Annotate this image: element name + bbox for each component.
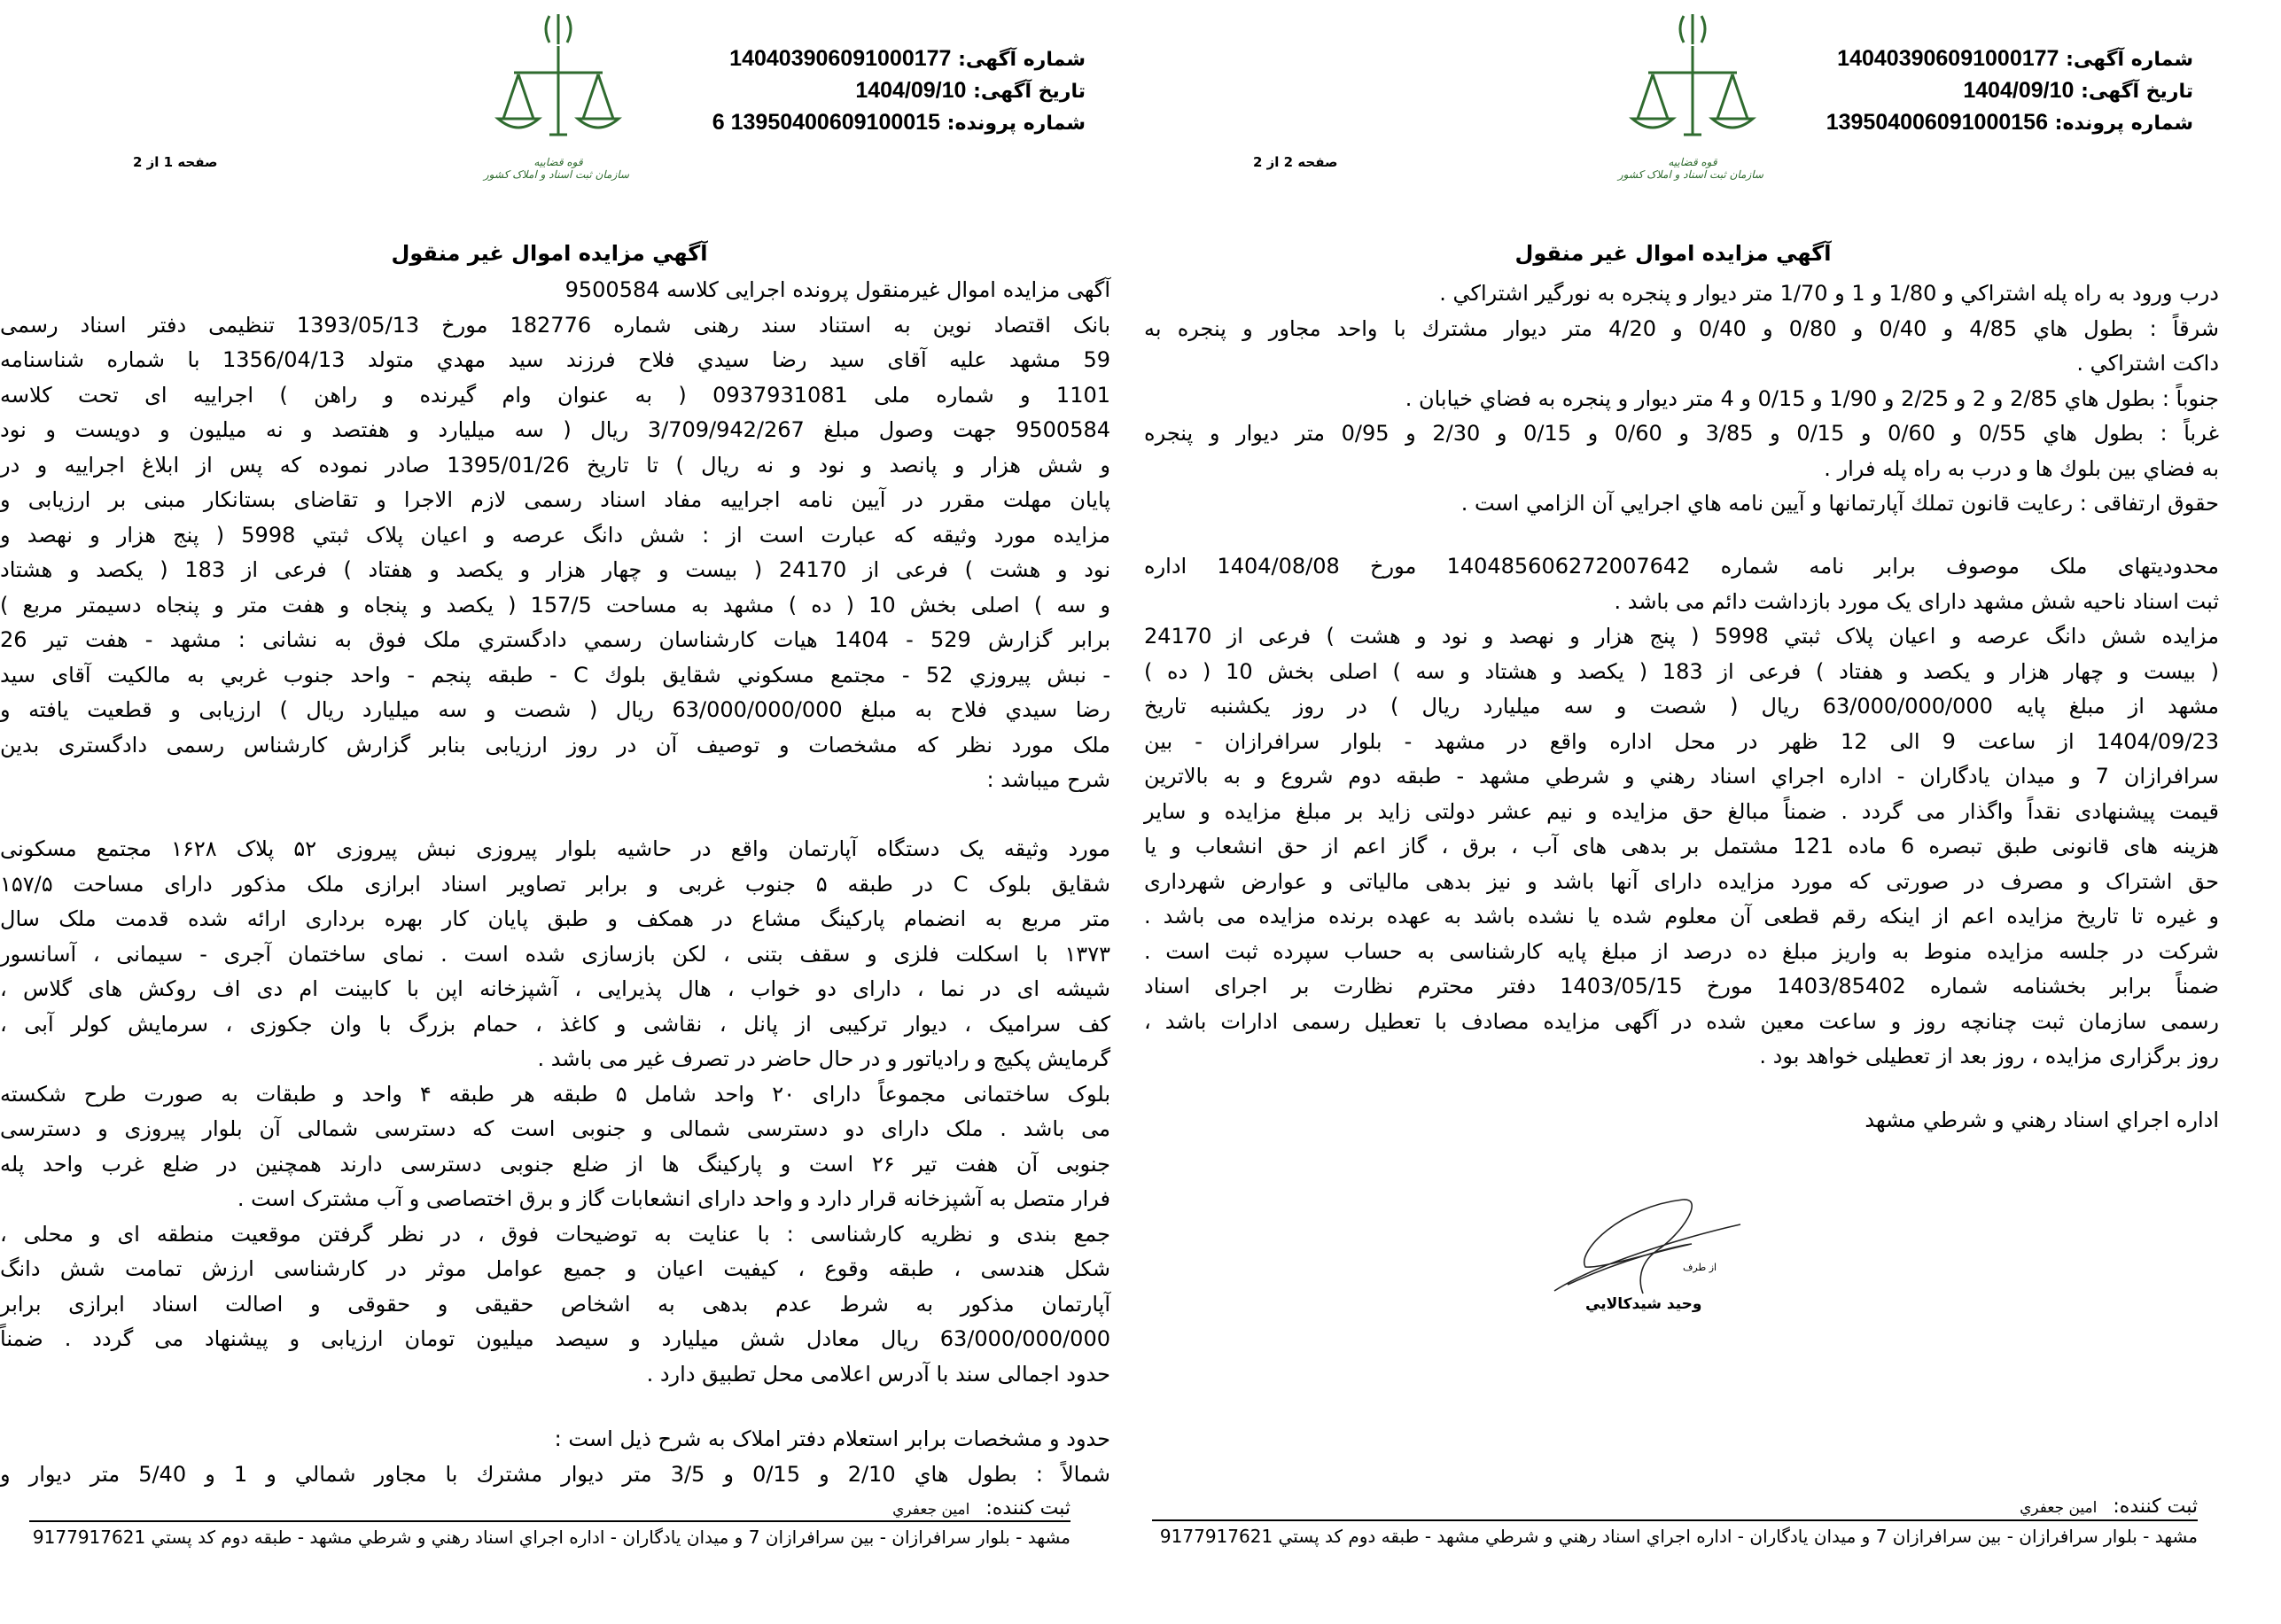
case-number-value: 139504006091000156 — [1826, 110, 2048, 135]
text-line: ۱۳۷۳ با اسکلت فلزی و سقف بتنی ، لکن بازسازی شده است . نمای ساختمان آجری - سیمانی ، آسانسور — [0, 941, 1110, 967]
text-line: حق اشتراک و مصرف در صورتی که مورد مزایده دارای آنها باشد و نیز بدهی مالیاتی و عوارض شهرداری — [1144, 868, 2219, 894]
ad-date-value: 1404/09/10 — [855, 78, 967, 103]
text-line: هزینه های قانونی طبق تبصره 6 ماده 121 مشتمل بر بدهی های آب ، برق ، گاز اعم از حق انشعاب و یا — [1144, 834, 2220, 859]
footer-divider — [1152, 1519, 2198, 1521]
signature-scribble-icon — [1550, 1198, 1745, 1295]
signature-note: از طرف — [1683, 1262, 1717, 1273]
text-line: بلوک ساختمانی مجموعاً دارای ۲۰ واحد شامل ۵ طبقه هر طبقه ۴ واحد و طبقات به صورت طرح شکسته — [0, 1081, 1110, 1107]
text-line: 9500584 جهت وصول مبلغ 3/709/942/267 ریال ( سه میلیارد و هفتصد و نه میلیون و دویست و نود — [0, 417, 1110, 442]
text-line: غرباً : بطول هاي 0/55 و 0/60 و 0/15 و 3/85 و 0/60 و 0/15 و 2/30 و 0/95 متر ديوار و پنجره — [1144, 421, 2219, 446]
text-line: شرکت در جلسه مزایده منوط به واریز مبلغ ده درصد از مبلغ پایه کارشناسی به حساب سپرده ثبت است . — [1144, 938, 2219, 964]
text-line: ضمناً برابر بخشنامه شماره 1403/85402 مورخ 1403/05/15 دفتر محترم نظارت بر اجرای اسناد — [1144, 974, 2219, 998]
emblem-caption-top: قوه قضاییه — [533, 156, 583, 168]
text-line: مزایده مورد وثیقه که عبارت است از : شش دانگ عرصه و اعیان پلاک ثبتي 5998 ( پنج هزار و نهصد و — [0, 522, 1111, 548]
text-line: جنوبی آن هفت تیر ۲۶ است و پارکینگ ها از ضلع جنوبی دسترسی دارند همچنین در ضلع غرب واحد پله — [0, 1151, 1110, 1177]
notice-title: آگهي مزايده اموال غير منقول — [1514, 241, 1832, 266]
body-block-3 — [0, 1422, 1110, 1492]
notice-title: آگهي مزايده اموال غير منقول — [391, 241, 708, 266]
text-line: ملک مورد نظر که مشخصات و توصیف آن در روز ارزیابی بنابر گزارش کارشناس رسمی دادگستری بدین — [0, 732, 1110, 758]
text-line: 1101 و شماره ملی 0937931081 ( به عنوان وام گیرنده و راهن ) اجراییه ای تحت کلاسه — [0, 382, 1110, 408]
case-number — [712, 107, 1086, 139]
emblem-caption-bottom: سازمان ثبت اسناد و املاک کشور — [1617, 168, 1763, 181]
text-line: 1404/09/23 از ساعت 9 الی 12 ظهر در محل اداره واقع در مشهد - بلوار سرافرازان - بین — [1144, 728, 2220, 754]
text-line: شکل هندسی ، طبقه وقوع ، کیفیت اعیان و جمیع عوامل موثر در کارشناسی ارزش تمامت شش دانگ — [0, 1256, 1110, 1281]
judiciary-emblem — [1617, 11, 1763, 181]
text-line: مورد وثیقه یک دستگاه آپارتمان واقع در حاشیه بلوار پیروزی نبش پیروزی ۵۲ پلاک ۱۶۲۸ مجتمع مسکونی — [0, 836, 1110, 861]
text-line: حدود و مشخصات برابر استعلام دفتر املاک به شرح ذیل است : — [554, 1426, 1110, 1451]
case-number-label: شماره پرونده: — [2054, 113, 2193, 135]
body-block-2 — [1144, 549, 2219, 1075]
scales-of-justice-icon — [1622, 11, 1763, 152]
text-line: ( بیست و چهار هزار و یکصد و هفتاد ) فرعی از 183 ( یکصد و هشتاد و سه ) اصلی بخش 10 ( ده ) — [1144, 658, 2220, 684]
text-line: محدودیتهای ملک موصوف برابر نامه شماره 140485606272007642 مورخ 1404/08/08 اداره — [1144, 554, 2219, 579]
text-line: روز برگزاری مزایده ، روز بعد از تعطیلی خواهد بود . — [1759, 1044, 2219, 1068]
registrar-name: امين جعفري — [892, 1501, 970, 1519]
emblem-caption-top: قوه قضاییه — [1668, 156, 1717, 168]
issuing-office: اداره اجراي اسناد رهني و شرطي مشهد — [1865, 1107, 2219, 1132]
text-line: نود و هشت ) فرعی از 24170 ( بیست و چهار هزار و یکصد و هفتاد ) فرعی از 183 ( یکصد و هشتاد — [0, 557, 1110, 582]
text-line: حدود اجمالی سند با آدرس اعلامی محل تطبیق دارد . — [646, 1361, 1110, 1387]
text-line: - نبش پیروزي 52 - مجتمع مسکوني شقايق بلوك C - طبقه پنجم - واحد جنوب غربي به مالکیت آقای سید — [0, 662, 1110, 688]
text-line: و سه ) اصلی بخش 10 ( ده ) مشهد به مساحت 157/5 ( یکصد و پنجاه و هفت متر و پنجاه دسیمتر مربع ) — [0, 592, 1111, 618]
page-number-label: صفحه 1 از 2 — [133, 154, 218, 170]
text-line: شمالاً : بطول هاي 2/10 و 0/15 و 3/5 متر ديوار مشترك با مجاور شمالي و 1 و 5/40 متر ديوار و — [0, 1461, 1110, 1487]
ad-number-label: شماره آگهی: — [958, 49, 1086, 71]
text-line: 63/000/000/000 ریال معادل شش میلیارد و سیصد میلیون تومان ارزیابی و پیشنهاد می گردد . ضمناً — [0, 1326, 1110, 1351]
text-line: قیمت پیشنهادی نقداً واگذار می گردد . ضمناً مبالغ حق مزایده و نیم عشر دولتی زاید بر مبلغ مزایده و سایر — [1144, 798, 2219, 824]
text-line: ثبت اسناد ناحیه شش مشهد دارای یک مورد بازداشت دائم می باشد . — [1614, 588, 2219, 614]
text-line: شرقاً : بطول هاي 4/85 و 0/40 و 0/80 و 0/40 و 4/20 متر ديوار مشترك با واحد مجاور و پنجره به — [1144, 315, 2219, 341]
footer-divider — [29, 1520, 1070, 1522]
ad-date-label: تاریخ آگهی: — [2081, 81, 2193, 103]
scales-of-justice-icon — [487, 11, 629, 152]
text-line: آپارتمان مذکور به شرط عدم بدهی به اشخاص حقیقی و حقوقی و اصالت اسناد ابرازی برابر — [0, 1291, 1110, 1317]
text-line: شیشه ای در نما ، دارای دو خواب ، هال پذیرایی ، آشپزخانه اپن با کابینت ام دی اف روکش های گلاس ، — [0, 976, 1110, 1001]
text-line: متر مربع به انضمام پارکینگ مشاع در همکف و طبق پایان کار بهره برداری ارائه شده قدمت ملک سال — [0, 906, 1110, 931]
page-2-header — [1826, 43, 2193, 139]
page-1-header — [712, 43, 1086, 139]
registrar-label: ثبت کننده: — [985, 1497, 1070, 1519]
judiciary-emblem — [483, 11, 629, 181]
text-line: برابر گزارش 529 - 1404 هیات کارشناسان رسمي دادگستري ملک فوق به نشانی : مشهد - هفت تیر 26 — [0, 627, 1111, 652]
text-line: و شش هزار و پانصد و نود و نه ریال ) تا تاریخ 1395/01/26 صادر نموده که پس از ابلاغ اجراییه و در — [0, 452, 1111, 478]
ad-date — [1826, 75, 2193, 107]
text-line: رضا سيدي فلاح به مبلغ 63/000/000/000 ریال ( شصت و سه میلیارد ریال ) ارزیابی و قطعیت یافته و — [0, 697, 1110, 722]
footer-address: مشهد - بلوار سرافرازان - بين سرافرازان 7 و ميدان يادگاران - اداره اجراي اسناد رهني و شرطي مشهد - طبقه دوم كد پستي 9177917621 — [32, 1527, 1070, 1548]
case-number — [1826, 107, 2193, 139]
body-block-2 — [0, 832, 1110, 1392]
ad-number — [1826, 43, 2193, 75]
ad-date-value: 1404/09/10 — [1963, 78, 2075, 103]
case-number-label: شماره پرونده: — [946, 113, 1086, 135]
text-line: رسمی سازمان ثبت چنانچه روز و ساعت معین شده در آگهی مزایده مصادف با تعطیل رسمی ادارات باشد ، — [1144, 1008, 2219, 1034]
registrar-label: ثبت کننده: — [2113, 1496, 2198, 1518]
text-line: کف سرامیک ، دیوار ترکیبی از پانل ، نقاشی و کاغذ ، حمام بزرگ با وان جکوزی ، سرمایش کولر آبی ، — [0, 1011, 1110, 1037]
case-number-value: 13950400609100015 6 — [712, 110, 940, 135]
text-line: سرافرازان 7 و میدان یادگاران - اداره اجراي اسناد رهني و شرطي مشهد - طبقه دوم شروع و به بالاترین — [1144, 764, 2219, 789]
text-line: داكت اشتراكي . — [2076, 351, 2219, 376]
text-line: جمع بندی و نظریه کارشناسی : با عنایت به توضیحات فوق ، در نظر گرفتن موقعیت منطقه ای و محلی ، — [0, 1221, 1110, 1247]
text-line: فرار متصل به آشپزخانه قرار دارد و واحد دارای انشعابات گاز و برق اختصاصی و آب مشترک است . — [237, 1186, 1110, 1211]
text-line: شرح میباشد : — [986, 767, 1110, 792]
ad-date — [712, 75, 1086, 107]
registrar-name: امين جعفري — [2020, 1499, 2098, 1517]
text-line: بانک اقتصاد نوین به استناد سند رهنی شماره 182776 مورخ 1393/05/13 تنظیمی دفتر اسناد رسمی — [0, 312, 1111, 338]
page-number-label: صفحه 2 از 2 — [1253, 154, 1338, 170]
text-line: آگهی مزایده اموال غیرمنقول پرونده اجرایی کلاسه 9500584 — [564, 277, 1110, 302]
body-block-1 — [1144, 276, 2219, 522]
text-line: مزایده شش دانگ عرصه و اعیان پلاک ثبتي 5998 ( پنج هزار و نهصد و نود و هشت ) فرعی از 24170 — [1144, 624, 2219, 649]
emblem-caption-bottom: سازمان ثبت اسناد و املاک کشور — [483, 168, 629, 181]
text-line: شقایق بلوک C در طبقه ۵ جنوب غربی و برابر تصاویر اسناد ابرازی ملک مذکور دارای مساحت ۱۵۷/۵ — [0, 871, 1110, 897]
ad-date-label: تاریخ آگهی: — [973, 81, 1086, 103]
text-line: درب ورود به راه پله اشتراكي و 1/80 و 1 و 1/70 متر ديوار و پنجره به نورگير اشتراكي . — [1439, 281, 2219, 306]
ad-number-value: 140403906091000177 — [1837, 46, 2059, 71]
footer-address: مشهد - بلوار سرافرازان - بين سرافرازان 7 و ميدان يادگاران - اداره اجراي اسناد رهني و شرطي مشهد - طبقه دوم كد پستي 9177917621 — [1159, 1526, 2198, 1547]
text-line: گرمایش پکیج و رادیاتور و در حال حاضر در تصرف غیر می باشد . — [537, 1046, 1110, 1071]
body-block-1 — [0, 273, 1110, 798]
ad-number-label: شماره آگهی: — [2066, 49, 2193, 71]
text-line: و غیره تا تاریخ مزایده اعم از اینکه رقم قطعی آن معلوم شده یا نشده باشد به عهده برنده مزایده می باشد . — [1144, 904, 2219, 929]
text-line: حقوق ارتفاقی : رعايت قانون تملك آپارتمانها و آيين نامه هاي اجرايي آن الزامي است . — [1460, 491, 2219, 516]
text-line: می باشد . ملک دارای دو دسترسی شمالی و جنوبی است که دسترسی شمالی آن بلوار پیروزی و دسترسی — [0, 1116, 1110, 1141]
ad-number — [712, 43, 1086, 75]
text-line: جنوباً : بطول هاي 2/85 و 2 و 2/25 و 1/90 و 0/15 و 4 متر ديوار و پنجره به فضاي خيابان . — [1405, 385, 2219, 411]
ad-number-value: 140403906091000177 — [729, 46, 952, 71]
signer-name: وحيد شيدكالايي — [1585, 1295, 1702, 1313]
text-line: مشهد از مبلغ پایه 63/000/000/000 ریال ( شصت و سه میلیارد ریال ) در روز یکشنبه تاریخ — [1144, 694, 2219, 719]
text-line: پایان مهلت مقرر در آیین نامه اجراییه مفاد اسناد رسمی لازم الاجرا و تقاضای بستانکار مبنی بر ارزیابی و — [0, 487, 1110, 512]
text-line: به فضاي بين بلوك ها و درب به راه پله فرار . — [1824, 455, 2219, 481]
registrar — [2020, 1496, 2198, 1518]
signature — [1550, 1198, 1745, 1322]
registrar — [892, 1497, 1070, 1519]
text-line: 59 مشهد علیه آقای سید رضا سيدي فلاح فرزند سيد مهدي متولد 1356/04/13 با شماره شناسنامه — [0, 347, 1111, 372]
